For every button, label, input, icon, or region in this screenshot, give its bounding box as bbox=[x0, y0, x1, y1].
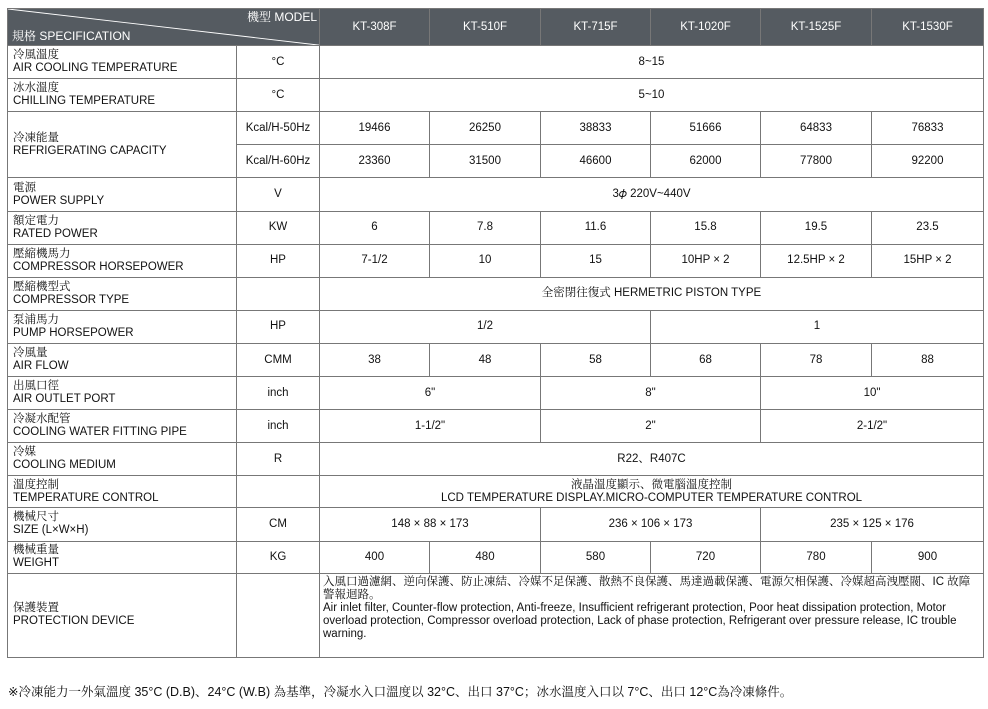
row-label bbox=[8, 277, 237, 310]
row-label bbox=[8, 343, 237, 376]
value-cell: 68 bbox=[651, 343, 761, 376]
value-cell: 26250 bbox=[430, 112, 541, 145]
value-cell: 10 bbox=[430, 244, 541, 277]
unit-cell: °C bbox=[237, 46, 320, 79]
header-row bbox=[8, 9, 984, 46]
label-zh: 保護裝置 bbox=[13, 602, 59, 615]
row-compressor-type bbox=[8, 277, 984, 310]
value-cell: 400 bbox=[320, 541, 430, 573]
value-cell: 148 × 88 × 173 bbox=[320, 508, 541, 541]
row-chilling-temperature bbox=[8, 79, 984, 112]
unit-cell: Kcal/H-60Hz bbox=[237, 145, 320, 178]
unit-cell bbox=[237, 573, 320, 657]
value-cell: 92200 bbox=[872, 145, 984, 178]
value-cell: 51666 bbox=[651, 112, 761, 145]
value-cell: 6 bbox=[320, 211, 430, 244]
label-en: COOLING MEDIUM bbox=[13, 459, 116, 472]
row-air-cooling-temperature bbox=[8, 46, 984, 79]
value-cell: 12.5HP × 2 bbox=[761, 244, 872, 277]
label-en: AIR FLOW bbox=[13, 360, 69, 372]
row-protection-device bbox=[8, 573, 984, 657]
value-cell: 3𝜙 220V~440V bbox=[320, 178, 984, 211]
label-zh: 機械重量 bbox=[13, 544, 59, 557]
value-cell: 77800 bbox=[761, 145, 872, 178]
value-cell: 1/2 bbox=[320, 310, 651, 343]
value-cell: 7-1/2 bbox=[320, 244, 430, 277]
row-label bbox=[8, 211, 237, 244]
value-cell: 6" bbox=[320, 377, 541, 410]
value-cell: 15HP × 2 bbox=[872, 244, 984, 277]
specification-label: 規格 SPECIFICATION bbox=[12, 29, 131, 44]
model-header: KT-510F bbox=[430, 9, 541, 46]
row-label bbox=[8, 178, 237, 211]
model-header: KT-1020F bbox=[651, 9, 761, 46]
unit-cell: inch bbox=[237, 377, 320, 410]
label-en: AIR COOLING TEMPERATURE bbox=[13, 62, 178, 75]
value-cell: 235 × 125 × 176 bbox=[761, 508, 984, 541]
unit-cell: KG bbox=[237, 541, 320, 573]
label-en: SIZE (L×W×H) bbox=[13, 524, 89, 537]
value-cell: 38833 bbox=[541, 112, 651, 145]
model-header: KT-308F bbox=[320, 9, 430, 46]
row-label bbox=[8, 310, 237, 343]
value-cell: 46600 bbox=[541, 145, 651, 178]
value-cell: 76833 bbox=[872, 112, 984, 145]
row-label bbox=[8, 377, 237, 410]
value-cell: 11.6 bbox=[541, 211, 651, 244]
model-header: KT-1530F bbox=[872, 9, 984, 46]
unit-cell: Kcal/H-50Hz bbox=[237, 112, 320, 145]
protection-text-zh: 入風口過濾網、逆向保護、防止凍結、冷媒不足保護、散熱不良保護、馬達過載保護、電源欠相保護、冷媒超高洩壓閥、IC 故障警報迴路。 bbox=[323, 575, 971, 601]
row-label bbox=[8, 443, 237, 476]
row-weight bbox=[8, 541, 984, 573]
unit-cell bbox=[237, 277, 320, 310]
value-cell: 1-1/2" bbox=[320, 410, 541, 443]
value-cell: 8~15 bbox=[320, 46, 984, 79]
value-cell: 5~10 bbox=[320, 79, 984, 112]
value-cell: 236 × 106 × 173 bbox=[541, 508, 761, 541]
value-cell: 31500 bbox=[430, 145, 541, 178]
row-power-supply bbox=[8, 178, 984, 211]
label-zh: 冷媒 bbox=[13, 446, 36, 459]
row-rated-power bbox=[8, 211, 984, 244]
label-en: COOLING WATER FITTING PIPE bbox=[13, 426, 187, 439]
row-label bbox=[8, 476, 237, 508]
row-label bbox=[8, 79, 237, 112]
row-compressor-horsepower bbox=[8, 244, 984, 277]
value-cell: 7.8 bbox=[430, 211, 541, 244]
label-zh: 溫度控制 bbox=[13, 478, 59, 491]
unit-cell: V bbox=[237, 178, 320, 211]
value-cell: 15 bbox=[541, 244, 651, 277]
label-zh: 冷凝水配管 bbox=[13, 413, 71, 426]
value-cell: 全密閉往復式 HERMETRIC PISTON TYPE bbox=[320, 277, 984, 310]
label-zh: 壓縮機型式 bbox=[13, 280, 71, 293]
row-label bbox=[8, 541, 237, 573]
unit-cell: KW bbox=[237, 211, 320, 244]
row-label bbox=[8, 244, 237, 277]
specification-table bbox=[7, 8, 984, 658]
label-zh: 機械尺寸 bbox=[13, 511, 59, 524]
header-corner bbox=[8, 9, 320, 46]
label-zh: 冷凍能量 bbox=[13, 131, 59, 144]
row-label bbox=[8, 410, 237, 443]
value-cell: 2-1/2" bbox=[761, 410, 984, 443]
value-cell: 1 bbox=[651, 310, 984, 343]
model-header: KT-715F bbox=[541, 9, 651, 46]
value-cell: 19466 bbox=[320, 112, 430, 145]
label-en: COMPRESSOR TYPE bbox=[13, 293, 130, 306]
value-cell: 23.5 bbox=[872, 211, 984, 244]
label-zh: 額定電力 bbox=[13, 214, 59, 227]
value-cell: 78 bbox=[761, 343, 872, 376]
unit-cell: CMM bbox=[237, 343, 320, 376]
value-cell bbox=[320, 573, 984, 657]
label-en: RATED POWER bbox=[13, 227, 98, 240]
label-zh: 冷風量 bbox=[13, 347, 48, 359]
row-air-outlet-port bbox=[8, 377, 984, 410]
row-refrigerating-capacity-50hz bbox=[8, 112, 984, 145]
row-label bbox=[8, 508, 237, 541]
value-cell: 19.5 bbox=[761, 211, 872, 244]
label-en: COMPRESSOR HORSEPOWER bbox=[13, 260, 184, 273]
unit-cell: R bbox=[237, 443, 320, 476]
value-cell: 10" bbox=[761, 377, 984, 410]
row-label bbox=[8, 112, 237, 178]
unit-cell: CM bbox=[237, 508, 320, 541]
protection-text-en: Air inlet filter, Counter-flow protection, Anti-freeze, Insufficient refrigerant protection, Poor heat dissipation protection, Motor overload protection, Compressor overload protection, Lack of phase protection, Refrigerant over pressure release, IC trouble warning. bbox=[323, 601, 957, 640]
label-en: WEIGHT bbox=[13, 557, 59, 570]
value-cell: 15.8 bbox=[651, 211, 761, 244]
value-cell bbox=[320, 476, 984, 508]
control-text-zh: 液晶溫度顯示、微電腦溫度控制 bbox=[571, 478, 732, 491]
value-cell: 2" bbox=[541, 410, 761, 443]
row-pump-horsepower bbox=[8, 310, 984, 343]
unit-cell bbox=[237, 476, 320, 508]
label-zh: 出風口徑 bbox=[13, 380, 59, 393]
value-cell: 88 bbox=[872, 343, 984, 376]
unit-cell: HP bbox=[237, 244, 320, 277]
label-en: TEMPERATURE CONTROL bbox=[13, 491, 159, 504]
unit-cell: inch bbox=[237, 410, 320, 443]
value-cell: 48 bbox=[430, 343, 541, 376]
label-zh: 壓縮機馬力 bbox=[13, 247, 71, 260]
value-cell: 38 bbox=[320, 343, 430, 376]
label-zh: 電源 bbox=[13, 181, 36, 194]
label-en: CHILLING TEMPERATURE bbox=[13, 95, 156, 108]
unit-cell: °C bbox=[237, 79, 320, 112]
label-en: PUMP HORSEPOWER bbox=[13, 326, 134, 339]
value-cell: 8" bbox=[541, 377, 761, 410]
label-en: POWER SUPPLY bbox=[13, 194, 105, 207]
value-cell: 23360 bbox=[320, 145, 430, 178]
row-cooling-medium bbox=[8, 443, 984, 476]
row-air-flow bbox=[8, 343, 984, 376]
footnote: ※冷凍能力一外氣溫度 35°C (D.B)、24°C (W.B) 為基準，冷凝水入口溫度以 32°C、出口 37°C；冰水溫度入口以 7°C、出口 12°C為冷凍條件。 bbox=[8, 685, 793, 699]
unit-cell: HP bbox=[237, 310, 320, 343]
model-label: 機型 MODEL bbox=[246, 10, 317, 24]
row-label bbox=[8, 46, 237, 79]
row-temperature-control bbox=[8, 476, 984, 508]
value-cell: 58 bbox=[541, 343, 651, 376]
value-cell: 720 bbox=[651, 541, 761, 573]
row-size bbox=[8, 508, 984, 541]
label-en: PROTECTION DEVICE bbox=[13, 615, 135, 628]
label-en: AIR OUTLET PORT bbox=[13, 393, 116, 406]
label-zh: 泵浦馬力 bbox=[13, 313, 59, 326]
value-cell: 780 bbox=[761, 541, 872, 573]
value-cell: R22、R407C bbox=[320, 443, 984, 476]
control-text-en: LCD TEMPERATURE DISPLAY.MICRO-COMPUTER TEMPERATURE CONTROL bbox=[440, 491, 863, 504]
value-cell: 900 bbox=[872, 541, 984, 573]
label-zh: 冷風溫度 bbox=[13, 49, 59, 62]
label-zh: 冰水溫度 bbox=[13, 82, 59, 95]
value-cell: 64833 bbox=[761, 112, 872, 145]
model-header: KT-1525F bbox=[761, 9, 872, 46]
label-en: REFRIGERATING CAPACITY bbox=[13, 144, 167, 157]
row-cooling-water-fitting-pipe bbox=[8, 410, 984, 443]
value-cell: 10HP × 2 bbox=[651, 244, 761, 277]
value-cell: 480 bbox=[430, 541, 541, 573]
value-cell: 580 bbox=[541, 541, 651, 573]
row-label bbox=[8, 573, 237, 657]
value-cell: 62000 bbox=[651, 145, 761, 178]
